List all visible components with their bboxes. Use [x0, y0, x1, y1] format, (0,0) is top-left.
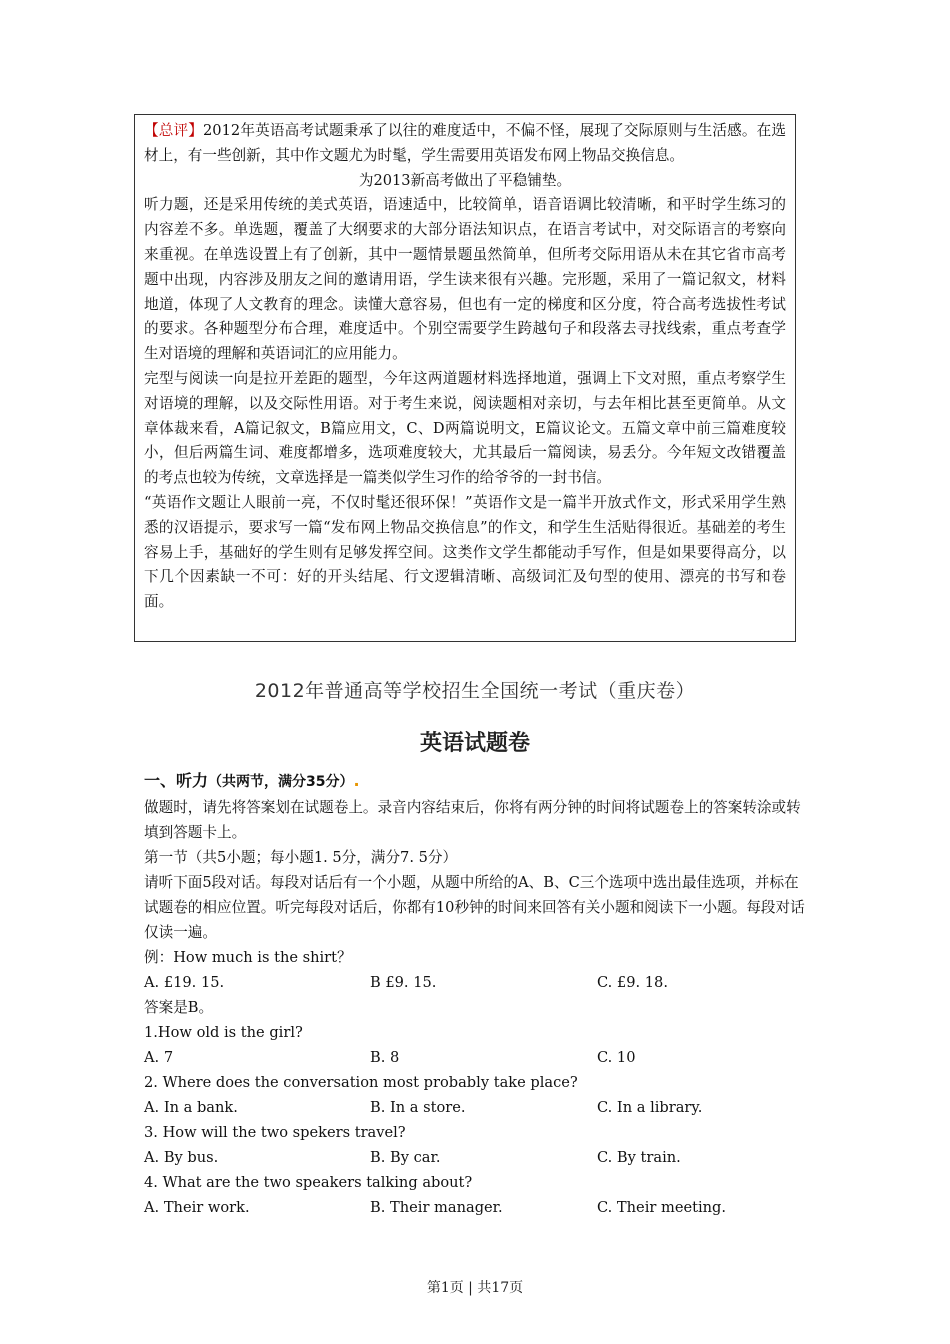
question-4-option-b: B. Their manager.: [370, 1199, 503, 1216]
question-3-option-a: A. By bus.: [144, 1149, 219, 1166]
question-1-option-c: C. 10: [597, 1049, 636, 1066]
example-option-c: C. £9. 18.: [597, 974, 668, 991]
question-3-options: [144, 1145, 810, 1170]
question-2-option-a: A. In a bank.: [144, 1099, 238, 1116]
question-3-option-b: B. By car.: [370, 1149, 441, 1166]
question-1: 1.How old is the girl?: [144, 1024, 303, 1041]
question-3-option-c: C. By train.: [597, 1149, 681, 1166]
question-2-option-b: B. In a store.: [370, 1099, 466, 1116]
question-1-options: [144, 1045, 810, 1070]
section-listening: [144, 768, 810, 1220]
exam-subtitle: 英语试题卷: [419, 731, 530, 756]
question-3: 3. How will the two spekers travel?: [144, 1124, 406, 1141]
exam-title: 2012年普通高等学校招生全国统一考试（重庆卷）: [254, 680, 696, 702]
example-question: 例：How much is the shirt？: [144, 949, 352, 966]
section-heading-main: 一、听力: [144, 771, 209, 790]
section-heading: [144, 768, 810, 795]
example-options: [144, 970, 810, 995]
review-tag: 【总评】: [144, 122, 204, 139]
example-answer: 答案是B。: [144, 999, 214, 1016]
example-option-a: A. £19. 15.: [144, 974, 225, 991]
question-2: 2. Where does the conversation most probably take place?: [144, 1074, 578, 1091]
question-2-options: [144, 1095, 810, 1120]
question-2-option-c: C. In a library.: [597, 1099, 703, 1116]
review-paragraph-3: 完型与阅读一向是拉开差距的题型，今年这两道题材料选择地道，强调上下文对照，重点考察学生对语境的理解，以及交际性用语。对于考生来说，阅读题相对亲切，与去年相比甚至更简单。从文章体裁来看，A篇记叙文，B篇应用文，C、D两篇说明文，E篇议论文。五篇文章中前三篇难度较小，但后两篇生词、难度都增多，选项难度较大，尤其最后一篇阅读，易丢分。今年短文改错覆盖的考点也较为传统，文章选择是一篇类似学生习作的给爷爷的一封书信。: [144, 369, 786, 487]
review-paragraph-2: 听力题，还是采用传统的美式英语，语速适中，比较简单，语音语调比较清晰，和平时学生练习的内容差不多。单选题，覆盖了大纲要求的大部分语法知识点，在语言考试中，对交际语言的考察向来重视。在单选设置上有了创新，其中一题情景题虽然简单，但所考交际用语从未在其它省市高考题中出现，内容涉及朋友之间的邀请用语，学生读来很有兴趣。完形题，采用了一篇记叙文，材料地道，体现了人文教育的理念。读懂大意容易，但也有一定的梯度和区分度，符合高考选拔性考试的要求。各种题型分布合理，难度适中。个别空需要学生跨越句子和段落去寻找线索，重点考查学生对语境的理解和英语词汇的应用能力。: [144, 196, 786, 363]
review-box: [134, 114, 796, 642]
example-option-b: B £9. 15.: [370, 974, 437, 991]
question-4-option-c: C. Their meeting.: [597, 1199, 726, 1216]
question-4-option-a: A. Their work.: [144, 1199, 250, 1216]
part1-title: 第一节（共5小题；每小题1. 5分，满分7. 5分）: [144, 849, 458, 866]
question-4: 4. What are the two speakers talking about?: [144, 1174, 473, 1191]
review-p1-text: 2012年英语高考试题秉承了以往的难度适中，不偏不怪，展现了交际原则与生活感。在选材上，有一些创新，其中作文题尤为时髦，学生需要用英语发布网上物品交换信息。: [144, 122, 786, 164]
page-footer: 第1页 | 共17页: [426, 1280, 524, 1296]
section-instruction: 做题时，请先将答案划在试题卷上。录音内容结束后，你将有两分钟的时间将试题卷上的答案转涂或转填到答题卡上。: [144, 799, 801, 841]
review-p1-center: 为2013新高考做出了平稳铺垫。: [358, 171, 572, 189]
question-4-options: [144, 1195, 810, 1220]
section-heading-sub: （共两节，满分35分）: [208, 774, 354, 790]
question-1-option-a: A. 7: [144, 1049, 174, 1066]
review-paragraph-1: [144, 119, 786, 169]
question-1-option-b: B. 8: [370, 1049, 400, 1066]
review-paragraph-4: “英语作文题让人眼前一亮，不仅时髦还很环保！”英语作文是一篇半开放式作文，形式采用学生熟悉的汉语提示，要求写一篇“发布网上物品交换信息”的作文，和学生生活贴得很近。基础差的考生容易上手，基础好的学生则有足够发挥空间。这类作文学生都能动手写作，但是如果要得高分，以下几个因素缺一不可：好的开头结尾、行文逻辑清晰、高级词汇及句型的使用、漂亮的书写和卷面。: [144, 493, 786, 611]
section-heading-dot: .: [353, 771, 360, 790]
part1-instruction: 请听下面5段对话。每段对话后有一个小题，从题中所给的A、B、C三个选项中选出最佳选项，并标在试题卷的相应位置。听完每段对话后，你都有10秒钟的时间来回答有关小题和阅读下一小题。每段对话仅读一遍。: [144, 874, 805, 941]
